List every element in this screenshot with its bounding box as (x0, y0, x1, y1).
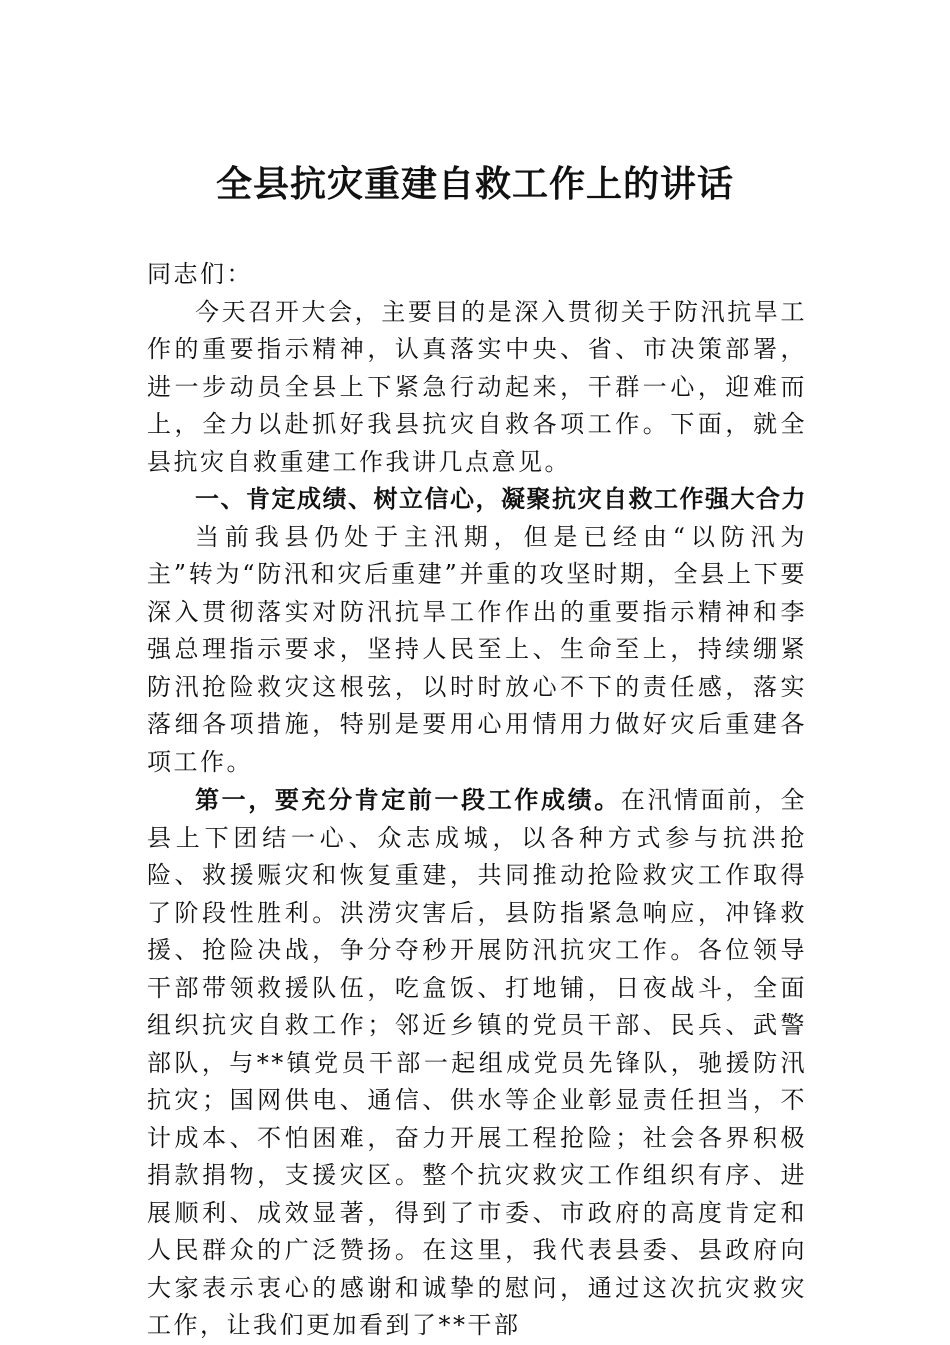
document-title: 全县抗灾重建自救工作上的讲话 (215, 163, 734, 205)
salutation: 同志们： (147, 260, 253, 288)
document-body (147, 256, 807, 1345)
paragraph-intro: 今天召开大会，主要目的是深入贯彻关于防汛抗旱工作的重要指示精神，认真落实中央、省、市决策部署，进一步动员全县上下紧急行动起来，干群一心，迎难而上，全力以赴抓好我县抗灾自救各项工作。下面，就全县抗灾自救重建工作我讲几点意见。 (147, 297, 807, 476)
paragraph-situation: 当前我县仍处于主汛期，但是已经由“以防汛为主”转为“防汛和灾后重建”并重的攻坚时期，全县上下要深入贯彻落实对防汛抗旱工作作出的重要指示精神和李强总理指示要求，坚持人民至上、生命至上，持续绷紧防汛抢险救灾这根弦，以时时放心不下的责任感，落实落细各项措施，特别是要用心用情用力做好灾后重建各项工作。 (147, 522, 807, 776)
paragraph-first-point-lead: 第一，要充分肯定前一段工作成绩。 (195, 785, 621, 814)
section-heading-1: 一、肯定成绩、树立信心，凝聚抗灾自救工作强大合力 (195, 485, 807, 513)
paragraph-first-point-text: 在汛情面前，全县上下团结一心、众志成城，以各种方式参与抗洪抢险、救援赈灾和恢复重建，共同推动抢险救灾工作取得了阶段性胜利。洪涝灾害后，县防指紧急响应，冲锋救援、抢险决战，争分夺秒开展防汛抗灾工作。各位领导干部带领救援队伍，吃盒饭、打地铺，日夜战斗，全面组织抗灾自救工作；邻近乡镇的党员干部、民兵、武警部队，与**镇党员干部一起组成党员先锋队，驰援防汛抗灾；国网供电、通信、供水等企业彰显责任担当，不计成本、不怕困难，奋力开展工程抢险；社会各界积极捐款捐物，支援灾区。整个抗灾救灾工作组织有序、进展顺利、成效显著，得到了市委、市政府的高度肯定和人民群众的广泛赞扬。在这里，我代表县委、县政府向大家表示衷心的感谢和诚挚的慰问，通过这次抗灾救灾工作，让我们更加看到了**干部 (147, 786, 808, 1339)
paragraph-first-point (147, 781, 807, 1345)
